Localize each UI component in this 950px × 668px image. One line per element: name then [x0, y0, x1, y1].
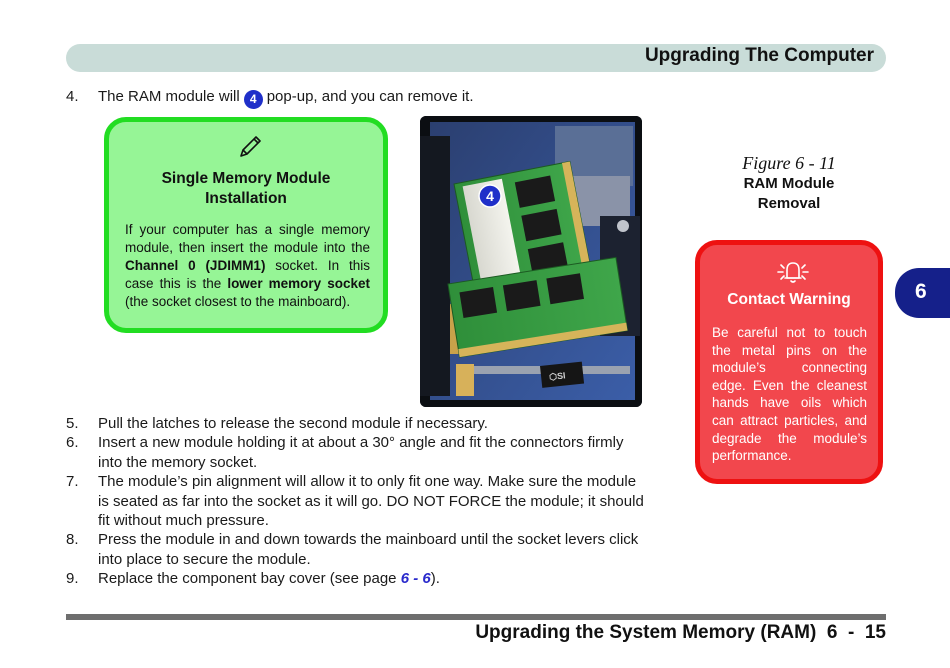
step-text	[98, 530, 638, 569]
figure-caption	[700, 174, 878, 214]
ram-module-photo	[420, 116, 642, 407]
step-line: is seated as far into the socket as it will go. DO NOT FORCE the module; it should	[98, 492, 644, 510]
step-number: 6.	[66, 434, 79, 451]
step-line: into place to secure the module.	[98, 550, 311, 568]
step-number: 5.	[66, 415, 79, 432]
step-text	[98, 472, 644, 531]
warning-box	[695, 240, 883, 484]
figure-caption-line: Removal	[757, 195, 821, 212]
header-title: Upgrading The Computer	[644, 45, 874, 66]
step-number: 9.	[66, 570, 79, 587]
warning-body: Be careful not to touch the metal pins on the module’s connecting edge. Even the cleanest hands have oils which can attract particles, and degrade the module’s performance.	[712, 325, 867, 464]
footer-title: Upgrading the System Memory (RAM) 6 - 15	[475, 622, 886, 643]
step-text-part: pop-up, and you can remove it.	[266, 88, 474, 105]
note-title-line: Single Memory Module	[161, 170, 331, 187]
figure-label: Figure 6 - 11	[742, 153, 836, 173]
step-4	[66, 87, 666, 109]
note-emphasis: lower memory socket	[227, 276, 371, 291]
note-text: socket. In this case this is the	[125, 258, 371, 291]
step-text-part: Replace the component bay cover (see page	[98, 570, 401, 587]
note-text: If your computer has a single memory module, then insert the module into the	[125, 222, 370, 255]
note-box	[104, 117, 388, 333]
header-bar	[66, 44, 886, 72]
page-reference-link[interactable]: 6 - 6	[400, 570, 431, 587]
step-text	[98, 87, 474, 109]
step-number: 8.	[66, 531, 79, 548]
step-line: Insert a new module holding it at about a 30° angle and fit the connectors firmly	[98, 434, 624, 451]
footer-rule	[66, 614, 886, 620]
note-body	[125, 221, 370, 311]
note-title	[129, 169, 363, 209]
step-text-part: ).	[430, 570, 440, 587]
note-text: (the socket closest to the mainboard).	[125, 294, 351, 309]
step-text: Pull the latches to release the second module if necessary.	[98, 415, 488, 432]
callout-badge: 4	[244, 90, 263, 109]
step-line: fit without much pressure.	[98, 512, 269, 529]
ram-photo-drawing	[420, 116, 642, 407]
step-text	[98, 569, 440, 589]
note-title-line: Installation	[205, 190, 287, 207]
step-line: Press the module in and down towards the mainboard until the socket levers click	[98, 531, 639, 548]
step-7	[66, 472, 681, 532]
step-number: 7.	[66, 473, 79, 490]
step-5	[66, 414, 681, 434]
step-9	[66, 569, 681, 589]
warning-title: Contact Warning	[727, 291, 851, 308]
bell-alarm-icon	[776, 259, 810, 285]
step-8	[66, 530, 681, 570]
step-number: 4.	[66, 88, 79, 105]
step-text-part: The RAM module will	[98, 88, 240, 105]
callout-badge-number: 4	[486, 188, 494, 204]
chapter-tab-label: 6	[915, 280, 927, 303]
step-line: into the memory socket.	[98, 453, 258, 471]
module-brand-text: ⬡SI	[548, 370, 567, 383]
step-text	[98, 433, 623, 472]
chapter-tab[interactable]	[895, 268, 950, 318]
note-emphasis: Channel 0 (JDIMM1)	[125, 258, 266, 273]
step-line: The module’s pin alignment will allow it to only fit one way. Make sure the module	[98, 473, 637, 490]
step-6	[66, 433, 681, 473]
pencil-icon	[237, 134, 263, 160]
figure-caption-line: RAM Module	[743, 175, 835, 192]
